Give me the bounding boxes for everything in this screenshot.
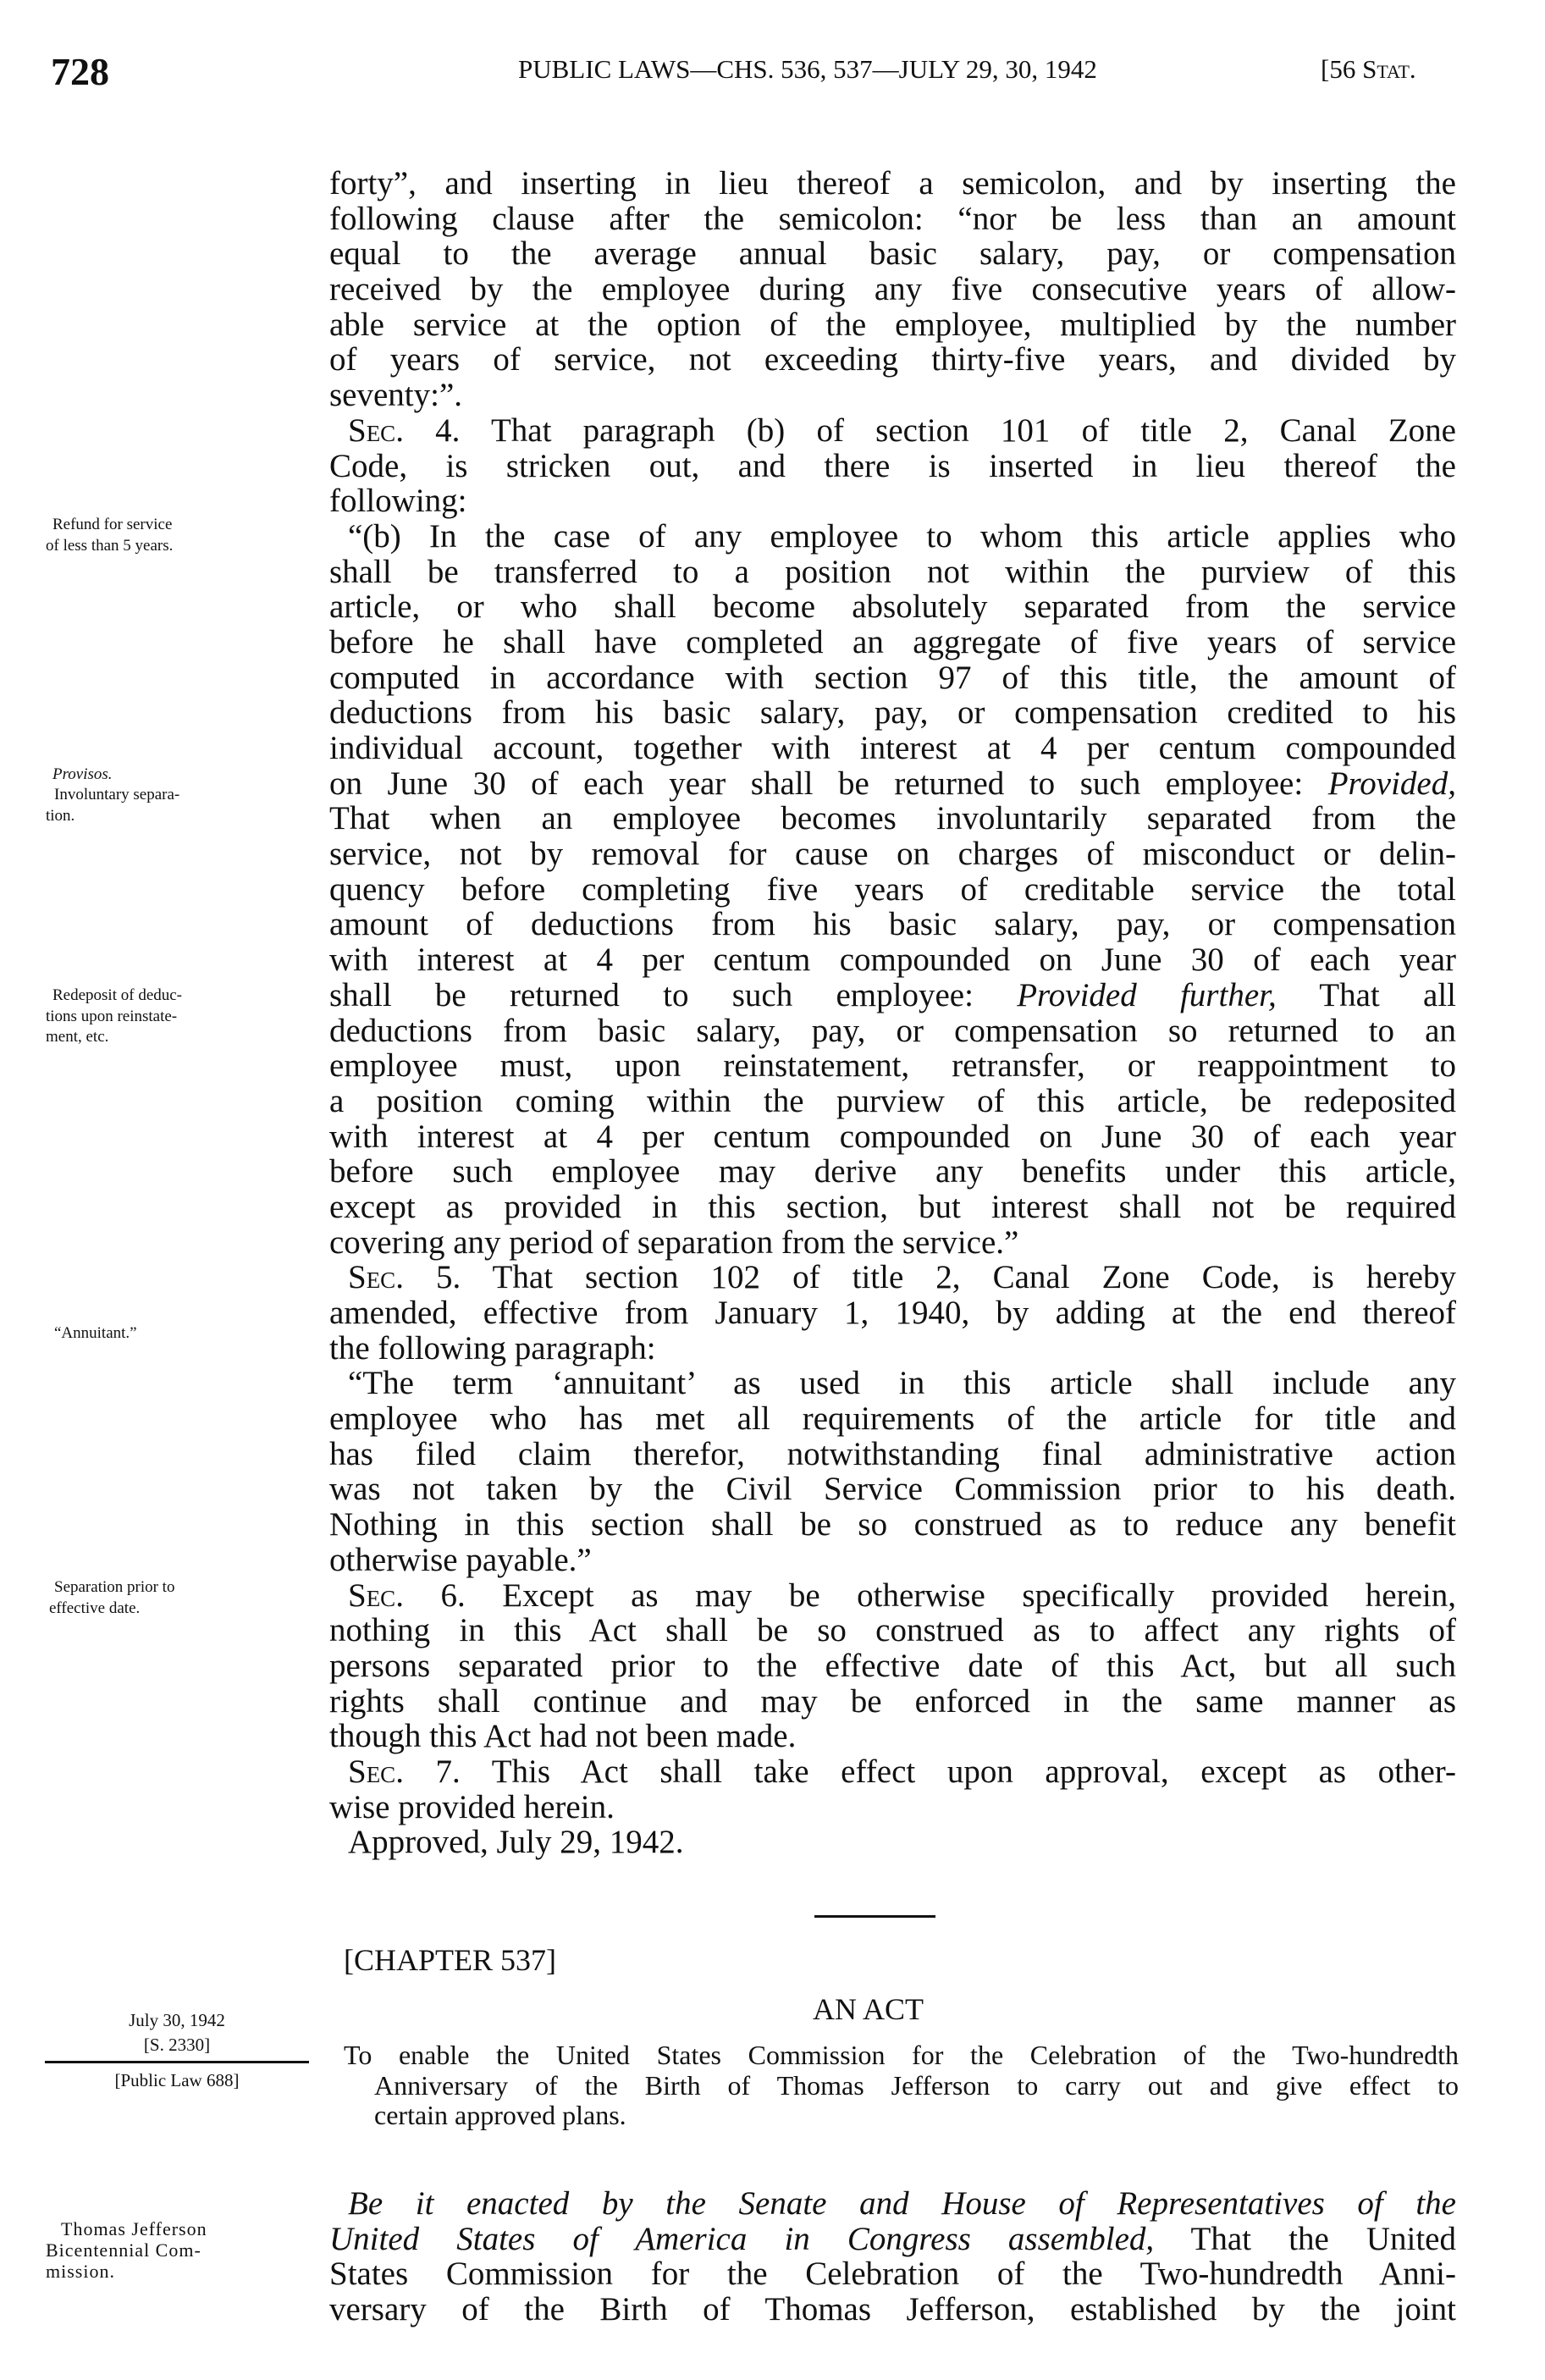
text-segment: a position coming within the purview of this article, be redeposited xyxy=(329,1082,1456,1119)
text-segment: shall be transferred to a position not within the purview of this xyxy=(329,553,1456,590)
text-line xyxy=(329,1613,1456,1648)
section-label: Sec. xyxy=(348,1577,404,1614)
text-line xyxy=(329,449,1456,484)
margin-note-redeposit xyxy=(46,986,183,1048)
text-line xyxy=(329,342,1456,378)
text-line xyxy=(329,1013,1456,1049)
text-segment: article, or who shall become absolutely separated from the service xyxy=(329,588,1456,626)
text-segment: service, not by removal for cause on charges of misconduct or delin- xyxy=(329,836,1456,873)
margin-note-line: Thomas Jefferson xyxy=(61,2218,207,2239)
text-segment: persons separated prior to the effective date of this Act, but all such xyxy=(329,1647,1456,1684)
text-line xyxy=(329,378,1456,413)
text-line xyxy=(329,2186,1456,2222)
text-segment: Nothing in this section shall be so construed as to reduce any benefit xyxy=(329,1506,1456,1543)
text-line xyxy=(329,731,1456,766)
section-label: Sec. xyxy=(348,1753,404,1790)
text-segment: employee must, upon reinstatement, retransfer, or reappointment to xyxy=(329,1047,1456,1085)
text-line xyxy=(329,1578,1456,1614)
text-line xyxy=(329,1366,1456,1401)
section-label: Sec. xyxy=(348,1259,404,1296)
act-title-line: certain approved plans. xyxy=(374,2100,626,2130)
text-segment: computed in accordance with section 97 of this title, the amount of xyxy=(329,659,1456,696)
italic-text: Provided further, xyxy=(1017,976,1277,1013)
text-segment: wise provided herein. xyxy=(329,1788,615,1825)
text-line xyxy=(329,555,1456,590)
act-date: July 30, 1942 xyxy=(129,2010,225,2030)
text-line xyxy=(329,872,1456,908)
running-head: PUBLIC LAWS—CHS. 536, 537—JULY 29, 30, 1942 xyxy=(518,54,1097,84)
text-segment: covering any period of separation from the service.” xyxy=(329,1223,1019,1261)
text-segment: individual account, together with interest at 4 per centum compounded xyxy=(329,730,1456,766)
text-line xyxy=(329,1754,1456,1790)
text-segment: otherwise payable.” xyxy=(329,1541,592,1578)
text-segment: 5. That section 102 of title 2, Canal Zone Code, is hereby xyxy=(403,1259,1456,1296)
text-line xyxy=(329,978,1456,1013)
act-title-line: Anniversary of the Birth of Thomas Jefferson to carry out and give effect to xyxy=(374,2069,1459,2101)
text-segment: 6. Except as may be otherwise specifically provided herein, xyxy=(403,1577,1456,1614)
text-segment: versary of the Birth of Thomas Jefferson, established by the joint xyxy=(329,2291,1456,2328)
text-segment: deductions from his basic salary, pay, or compensation credited to his xyxy=(329,694,1456,732)
volume-reference: [56 Stat. xyxy=(1321,54,1416,84)
text-line xyxy=(329,1048,1456,1084)
act-label: AN ACT xyxy=(813,1992,924,2026)
text-line xyxy=(329,942,1456,978)
text-segment: seventy:”. xyxy=(329,377,463,414)
text-segment: following: xyxy=(329,483,467,520)
text-segment: before such employee may derive any benefits under this article, xyxy=(329,1153,1456,1190)
text-line xyxy=(329,1543,1456,1578)
text-line xyxy=(329,413,1456,449)
text-line xyxy=(329,837,1456,872)
margin-note-line: tion. xyxy=(46,806,75,825)
text-line xyxy=(329,1190,1456,1225)
chapter-heading: [CHAPTER 537] xyxy=(344,1943,556,1977)
margin-note-line: tions upon reinstate- xyxy=(46,1007,178,1025)
margin-note-line: Bicentennial Com- xyxy=(46,2239,201,2261)
margin-note-refund xyxy=(46,515,174,556)
text-line xyxy=(329,907,1456,942)
text-line xyxy=(329,1295,1456,1331)
section-label: Sec. xyxy=(348,411,404,449)
text-line xyxy=(329,272,1456,307)
text-line xyxy=(329,307,1456,343)
bill-number: [S. 2330] xyxy=(143,2035,211,2055)
text-line xyxy=(329,1790,1456,1825)
text-segment: received by the employee during any five consecutive years of allow- xyxy=(329,271,1456,308)
margin-note-line: ment, etc. xyxy=(46,1028,109,1046)
text-line xyxy=(329,1719,1456,1754)
margin-note-citation xyxy=(45,2007,309,2095)
margin-note-line: “Annuitant.” xyxy=(54,1324,137,1342)
text-segment: 7. This Act shall take effect upon approval, except as other- xyxy=(403,1753,1456,1790)
text-line xyxy=(329,1119,1456,1155)
text-segment: was not taken by the Civil Service Commission prior to his death. xyxy=(329,1471,1456,1508)
margin-note-line: effective date. xyxy=(49,1599,141,1617)
text-segment: That the United xyxy=(1154,2220,1456,2257)
text-line xyxy=(329,483,1456,519)
text-line xyxy=(329,1401,1456,1437)
text-line xyxy=(329,1084,1456,1119)
text-segment: quency before completing five years of creditable service the total xyxy=(329,870,1456,908)
text-segment: amended, effective from January 1, 1940, by adding at the end thereof xyxy=(329,1295,1456,1331)
italic-text: United States of America in Congress assembled, xyxy=(329,2220,1155,2257)
margin-note-annuitant xyxy=(54,1323,137,1345)
text-line xyxy=(329,1684,1456,1720)
italic-text: Be it enacted by the Senate and House of Representatives of the xyxy=(348,2185,1456,2222)
margin-note-separation xyxy=(49,1577,175,1619)
text-segment: shall be returned to such employee: xyxy=(329,976,1018,1013)
text-line xyxy=(329,202,1456,237)
enacting-clause xyxy=(329,2186,1456,2328)
margin-note-line: Refund for service xyxy=(52,516,173,533)
text-line xyxy=(329,2256,1456,2292)
text-segment: on June 30 of each year shall be returned to such employee: xyxy=(329,765,1328,802)
text-line xyxy=(329,1507,1456,1543)
text-line xyxy=(329,1437,1456,1472)
text-segment: except as provided in this section, but interest shall not be required xyxy=(329,1188,1456,1225)
text-segment: equal to the average annual basic salary, pay, or compensation xyxy=(329,235,1456,273)
text-line xyxy=(329,519,1456,555)
text-segment: deductions from basic salary, pay, or compensation so returned to an xyxy=(329,1012,1456,1049)
text-segment: 4. That paragraph (b) of section 101 of title 2, Canal Zone xyxy=(403,411,1456,449)
margin-note-commission xyxy=(46,2218,207,2282)
text-segment: That all xyxy=(1276,976,1456,1013)
section-divider xyxy=(814,1915,935,1918)
margin-note-line: of less than 5 years. xyxy=(46,536,174,555)
text-line xyxy=(329,2292,1456,2328)
text-segment: with interest at 4 per centum compounded on June 30 of each year xyxy=(329,1118,1456,1155)
text-segment: forty”, and inserting in lieu thereof a semicolon, and by inserting the xyxy=(329,165,1456,202)
text-segment: States Commission for the Celebration of the Two-hundredth Anni- xyxy=(329,2256,1456,2293)
text-segment: following clause after the semicolon: “nor be less than an amount xyxy=(329,200,1456,237)
text-line xyxy=(329,801,1456,837)
text-line xyxy=(329,1648,1456,1684)
text-segment: “(b) In the case of any employee to whom this article applies who xyxy=(348,517,1456,555)
text-segment: though this Act had not been made. xyxy=(329,1718,797,1755)
text-segment: amount of deductions from his basic salary, pay, or compensation xyxy=(329,906,1456,943)
text-line xyxy=(329,660,1456,696)
text-line xyxy=(329,766,1456,802)
margin-note-line: Involuntary separa- xyxy=(54,786,180,803)
text-segment: rights shall continue and may be enforced in the same manner as xyxy=(329,1682,1456,1720)
margin-note-line: Provisos. xyxy=(52,765,113,783)
text-segment: has filed claim therefor, notwithstanding final administrative action xyxy=(329,1435,1456,1472)
text-line xyxy=(329,1472,1456,1507)
text-line xyxy=(329,1154,1456,1190)
margin-note-line: Separation prior to xyxy=(54,1578,175,1596)
text-segment: Approved, July 29, 1942. xyxy=(348,1824,684,1861)
text-segment: with interest at 4 per centum compounded on June 30 of each year xyxy=(329,942,1456,979)
text-line xyxy=(329,1825,1456,1860)
italic-text: Provided, xyxy=(1327,765,1456,802)
text-segment: Code, is stricken out, and there is inserted in lieu thereof the xyxy=(329,447,1456,484)
margin-note-line: mission. xyxy=(46,2261,115,2282)
text-line xyxy=(329,625,1456,660)
text-line xyxy=(329,695,1456,731)
page-number: 728 xyxy=(51,50,109,93)
body-text xyxy=(329,166,1456,1860)
text-segment: before he shall have completed an aggregate of five years of service xyxy=(329,623,1456,660)
text-line xyxy=(329,2222,1456,2257)
text-line xyxy=(329,1331,1456,1367)
text-segment: able service at the option of the employee, multiplied by the number xyxy=(329,306,1456,343)
text-line xyxy=(329,166,1456,202)
text-line xyxy=(329,236,1456,272)
act-title-line: To enable the United States Commission for the Celebration of the Two-hundredth xyxy=(344,2040,1459,2070)
text-segment: the following paragraph: xyxy=(329,1329,656,1367)
text-segment: of years of service, not exceeding thirty-five years, and divided by xyxy=(329,341,1456,378)
citation-divider xyxy=(45,2061,309,2063)
margin-note-involuntary xyxy=(46,785,179,826)
act-title xyxy=(344,2040,1459,2131)
public-law-number: [Public Law 688] xyxy=(114,2070,240,2090)
margin-note-line: Redeposit of deduc- xyxy=(52,986,183,1004)
text-line xyxy=(329,589,1456,625)
text-line xyxy=(329,1260,1456,1295)
text-segment: That when an employee becomes involuntarily separated from the xyxy=(329,800,1456,837)
text-line xyxy=(329,1225,1456,1261)
text-segment: employee who has met all requirements of the article for title and xyxy=(329,1400,1456,1438)
text-segment: “The term ‘annuitant’ as used in this article shall include any xyxy=(348,1365,1456,1402)
text-segment: nothing in this Act shall be so construed as to affect any rights of xyxy=(329,1612,1456,1649)
margin-note-provisos xyxy=(52,765,113,786)
